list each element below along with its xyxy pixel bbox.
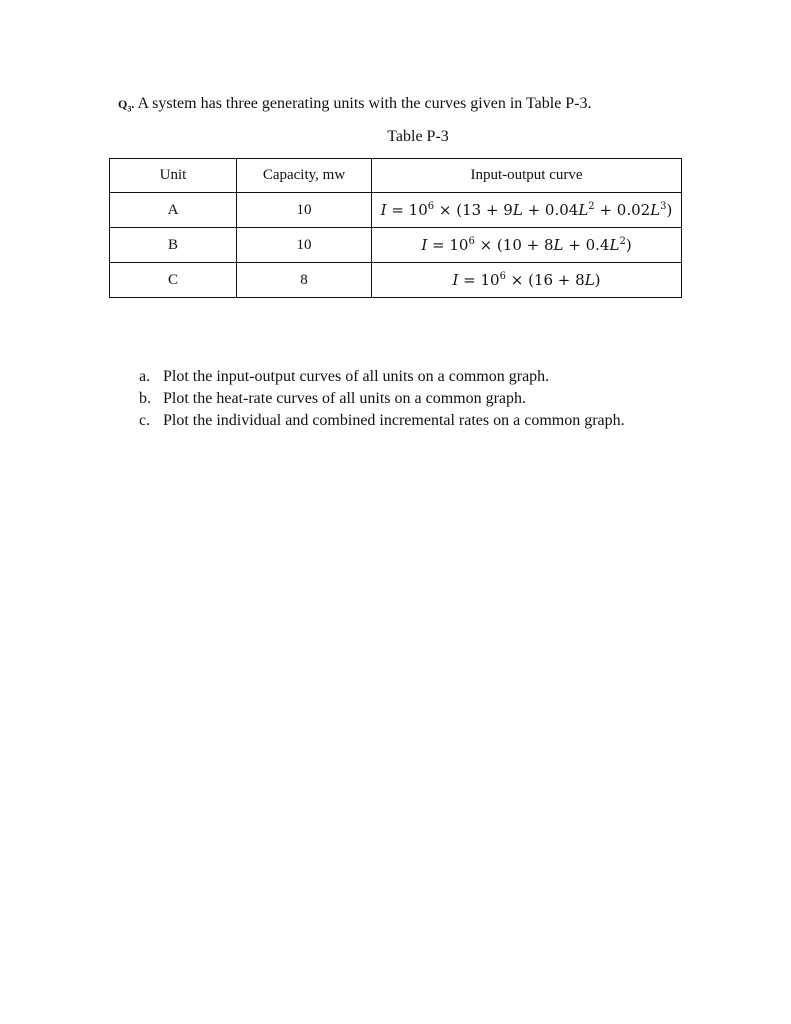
table-header-row [110, 159, 682, 193]
table-row [110, 193, 682, 228]
unit-cell: C [110, 263, 237, 298]
capacity-cell: 10 [237, 193, 372, 228]
list-item-text: Plot the input-output curves of all units on a common graph. [163, 368, 550, 385]
table-caption: Table P-3 [387, 128, 449, 145]
header-input-output-curve: Input-output curve [372, 159, 682, 193]
list-item-text: Plot the individual and combined incremental rates on a common graph. [163, 412, 625, 429]
curve-cell [372, 228, 682, 263]
list-marker: a. [139, 368, 151, 385]
list-marker: c. [139, 412, 151, 429]
table-row [110, 263, 682, 298]
capacity-cell: 10 [237, 228, 372, 263]
capacity-cell: 8 [237, 263, 372, 298]
curve-equation: $I = 10^6 \times (16 + 8L)$ [452, 270, 601, 289]
curve-cell [372, 193, 682, 228]
unit-cell: B [110, 228, 237, 263]
list-item [139, 410, 649, 432]
list-item-text: Plot the heat-rate curves of all units on a common graph. [163, 390, 527, 407]
task-list [139, 366, 649, 432]
list-item [139, 388, 649, 410]
question-text: A system has three generating units with the curves given in Table P-3. [137, 95, 592, 112]
table-row [110, 228, 682, 263]
curve-equation: $I = 10^6 \times (13 + 9L + 0.04L^2 + 0.02L^3)$ [380, 200, 673, 219]
question-label: $Q_3$. [118, 97, 135, 114]
curve-cell [372, 263, 682, 298]
curve-equation: $I = 10^6 \times (10 + 8L + 0.4L^2)$ [421, 235, 632, 254]
header-capacity: Capacity, mw [237, 159, 372, 193]
unit-cell: A [110, 193, 237, 228]
header-unit: Unit [110, 159, 237, 193]
question-statement [118, 94, 592, 119]
list-item [139, 366, 649, 388]
list-marker: b. [139, 390, 151, 407]
generating-units-table [109, 158, 682, 298]
